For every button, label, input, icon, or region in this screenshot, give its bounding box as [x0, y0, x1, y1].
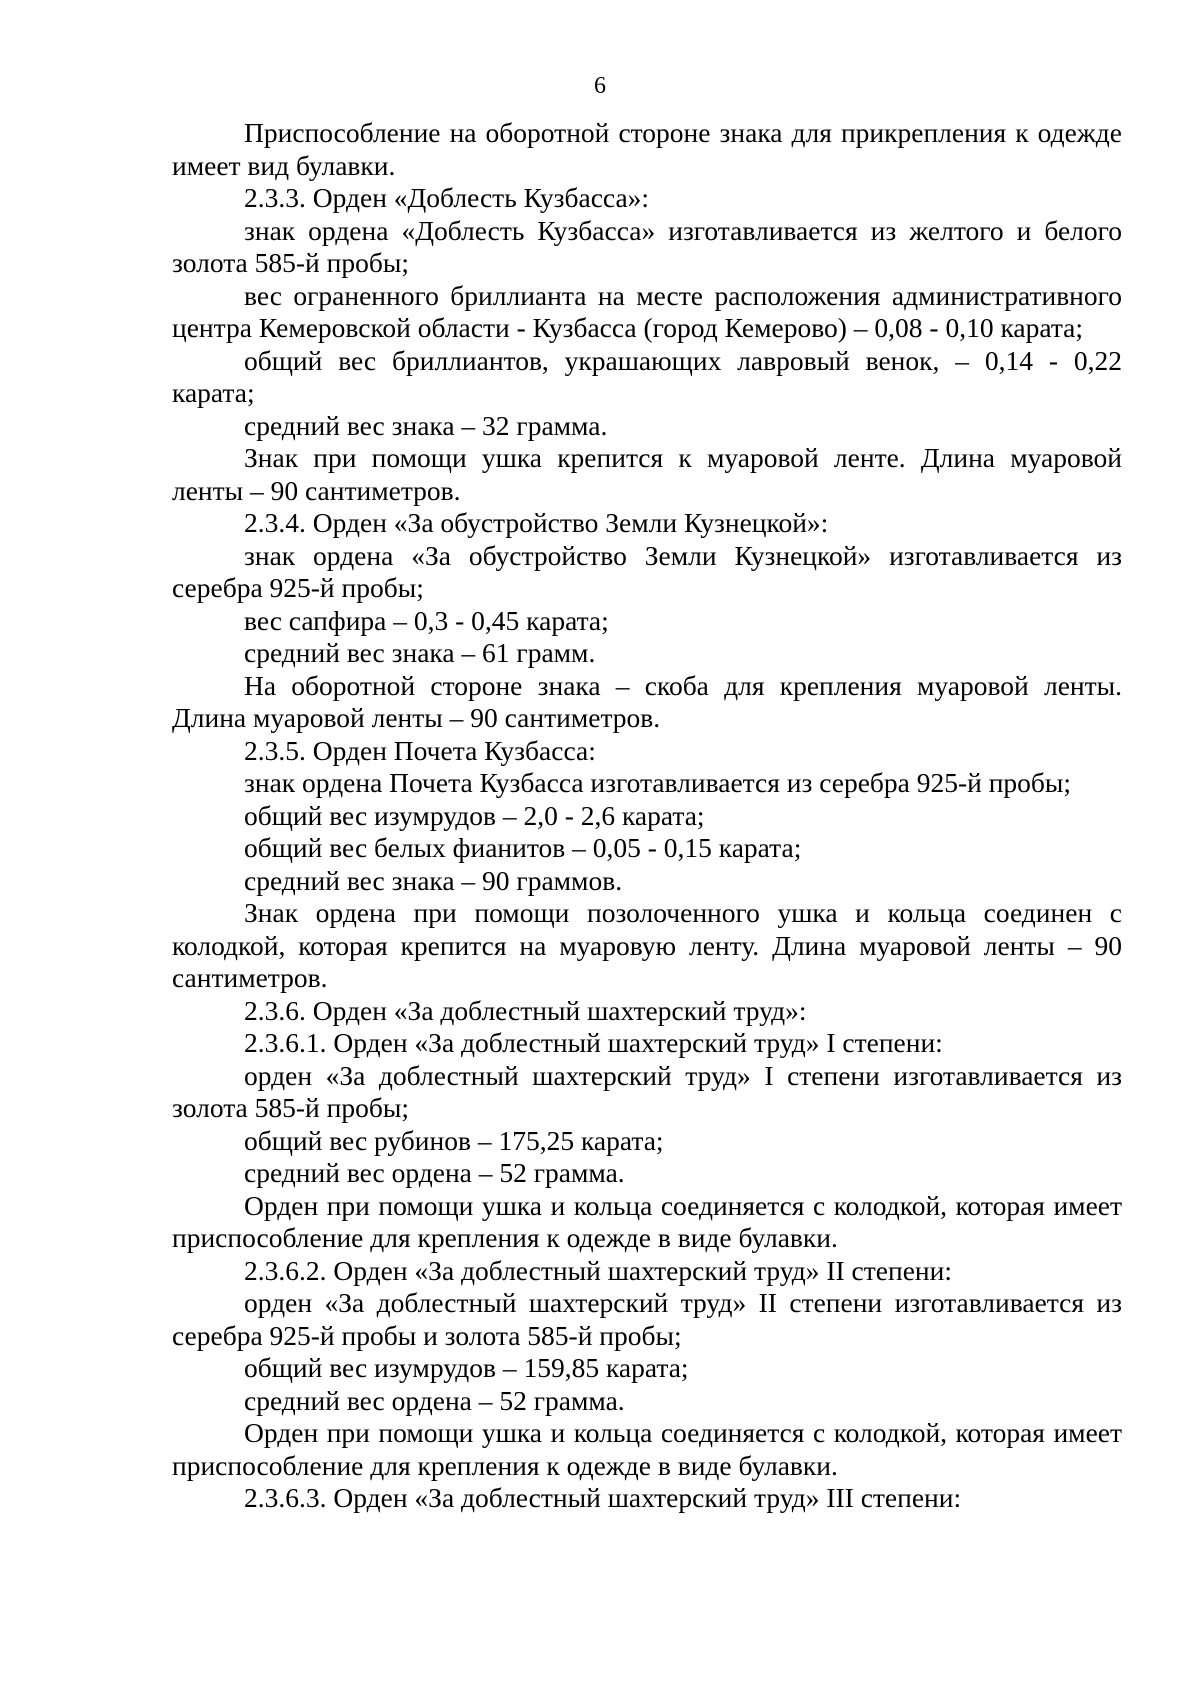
paragraph: средний вес знака – 90 граммов. — [244, 864, 623, 896]
paragraph: Знак ордена при помощи позолоченного ушка и кольца соединен с колодкой, которая крепится на муаровую ленту. Длина муаровой ленты – 90 сантиметров. — [172, 897, 1122, 993]
paragraph: общий вес изумрудов – 2,0 - 2,6 карата; — [244, 799, 705, 831]
section-heading: 2.3.3. Орден «Доблесть Кузбасса»: — [244, 182, 650, 213]
paragraph: знак ордена «Доблесть Кузбасса» изготавливается из желтого и белого золота 585-й пробы; — [172, 214, 1122, 278]
paragraph: средний вес ордена – 52 грамма. — [244, 1157, 625, 1188]
paragraph: средний вес ордена – 52 грамма. — [244, 1384, 625, 1416]
paragraph: общий вес изумрудов – 159,85 карата; — [244, 1352, 689, 1383]
paragraph: орден «За доблестный шахтерский труд» II степени изготавливается из серебра 925-й пробы и золота 585-й пробы; — [172, 1287, 1122, 1351]
subsection-heading: 2.3.6.2. Орден «За доблестный шахтерский труд» II степени: — [244, 1254, 952, 1286]
paragraph: Приспособление на оборотной стороне знака для прикрепления к одежде имеет вид булавки. — [172, 117, 1122, 181]
section-heading: 2.3.6. Орден «За доблестный шахтерский труд»: — [244, 994, 807, 1026]
paragraph: общий вес бриллиантов, украшающих лавровый венок, – 0,14 - 0,22 карата; — [172, 344, 1122, 408]
paragraph: средний вес знака – 61 грамм. — [244, 637, 596, 668]
paragraph: Знак при помощи ушка крепится к муаровой ленте. Длина муаровой ленты – 90 сантиметров. — [172, 442, 1122, 506]
paragraph: Орден при помощи ушка и кольца соединяется с колодкой, которая имеет приспособление для крепления к одежде в виде булавки. — [172, 1417, 1122, 1481]
subsection-heading: 2.3.6.1. Орден «За доблестный шахтерский труд» I степени: — [244, 1027, 943, 1058]
paragraph: На оборотной стороне знака – скоба для крепления муаровой ленты. Длина муаровой ленты – 90 сантиметров. — [172, 669, 1122, 733]
section-heading: 2.3.5. Орден Почета Кузбасса: — [244, 734, 596, 766]
subsection-heading: 2.3.6.3. Орден «За доблестный шахтерский труд» III степени: — [244, 1482, 962, 1513]
paragraph: средний вес знака – 32 грамма. — [244, 409, 608, 441]
paragraph: общий вес рубинов – 175,25 карата; — [244, 1124, 664, 1156]
paragraph: общий вес белых фианитов – 0,05 - 0,15 карата; — [244, 832, 802, 863]
page-number: 6 — [594, 73, 606, 99]
body-text — [172, 117, 1122, 1515]
paragraph: орден «За доблестный шахтерский труд» I степени изготавливается из золота 585-й пробы; — [172, 1059, 1122, 1123]
section-heading: 2.3.4. Орден «За обустройство Земли Кузнецкой»: — [244, 507, 829, 538]
paragraph: Орден при помощи ушка и кольца соединяется с колодкой, которая имеет приспособление для крепления к одежде в виде булавки. — [172, 1189, 1122, 1253]
paragraph: вес сапфира – 0,3 - 0,45 карата; — [244, 604, 609, 636]
paragraph: знак ордена Почета Кузбасса изготавливается из серебра 925-й пробы; — [244, 767, 1072, 798]
paragraph: знак ордена «За обустройство Земли Кузнецкой» изготавливается из серебра 925-й пробы; — [172, 539, 1122, 603]
paragraph: вес ограненного бриллианта на месте расположения административного центра Кемеровской области - Кузбасса (город Кемерово) – 0,08 - 0,10 карата; — [172, 279, 1122, 343]
